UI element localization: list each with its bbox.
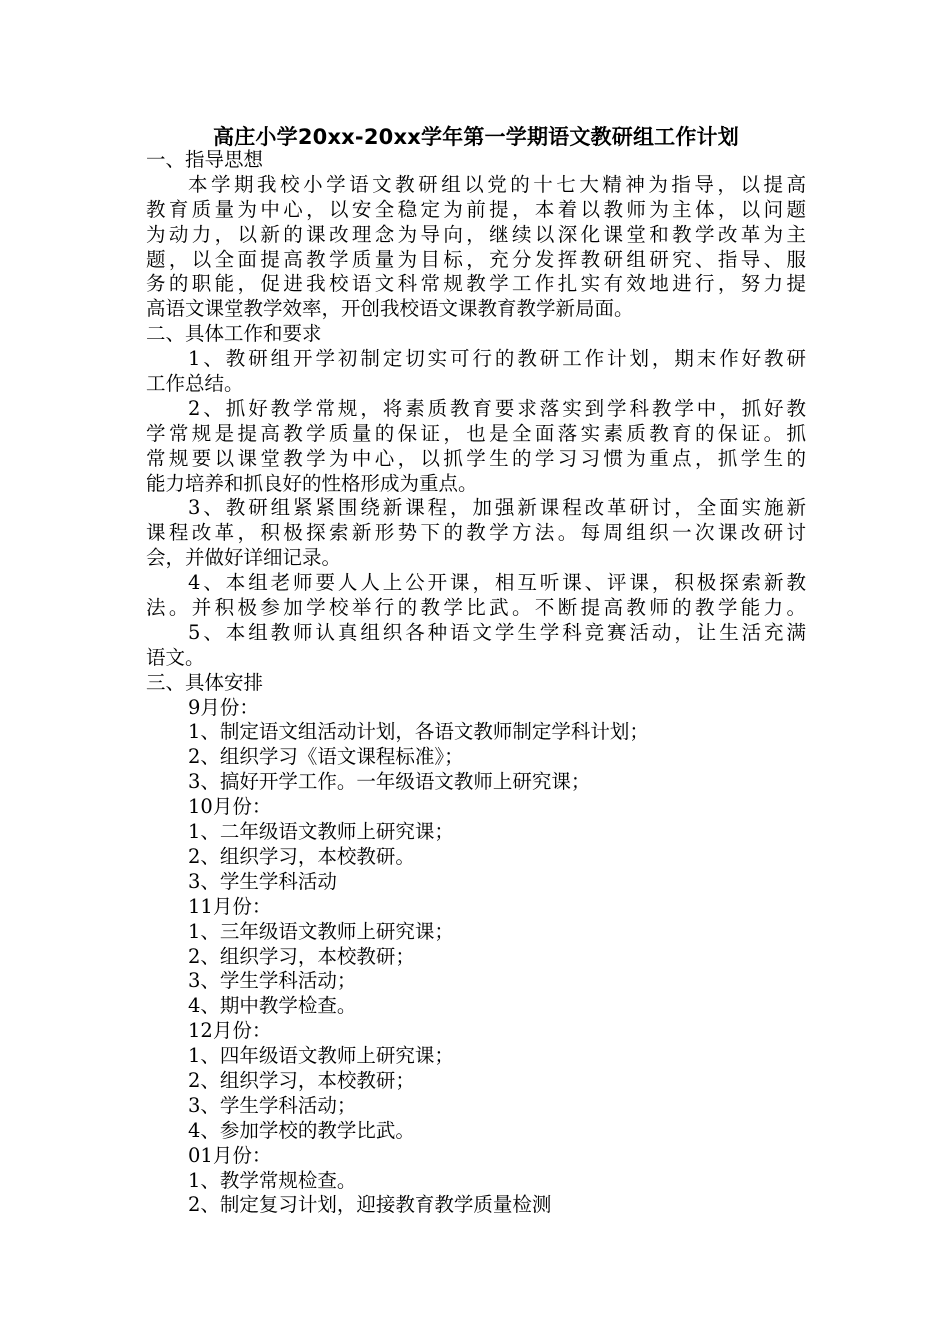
text-line: 法。并积极参加学校举行的教学比武。不断提高教师的教学能力。 <box>146 596 806 620</box>
text-line: 4、本组老师要人人上公开课，相互听课、评课，积极探索新教 <box>188 571 806 595</box>
text-line: 语文。 <box>146 645 205 669</box>
text-line: 2、抓好教学常规，将素质教育要求落实到学科教学中，抓好教 <box>188 396 806 420</box>
text-line: 3、学生学科活动； <box>188 1093 357 1117</box>
text-line: 常规要以课堂教学为中心，以抓学生的学习习惯为重点，抓学生的 <box>146 446 806 470</box>
text-line: 12月份： <box>188 1019 272 1043</box>
text-line: 本学期我校小学语文教研组以党的十七大精神为指导，以提高 <box>188 172 806 196</box>
text-line: 1、二年级语文教师上研究课； <box>188 820 454 844</box>
text-line: 二、具体工作和要求 <box>146 322 322 346</box>
text-line: 01月份： <box>188 1143 272 1167</box>
text-line: 工作总结。 <box>146 372 244 396</box>
text-line: 4、期中教学检查。 <box>188 994 357 1018</box>
text-line: 学常规是提高教学质量的保证，也是全面落实素质教育的保证。抓 <box>146 421 806 445</box>
text-line: 能力培养和抓良好的性格形成为重点。 <box>146 471 478 495</box>
text-line: 2、组织学习《语文课程标准》； <box>188 745 464 769</box>
document-body <box>146 148 806 1218</box>
text-line: 课程改革，积极探索新形势下的教学方法。每周组织一次课改研讨 <box>146 521 806 545</box>
text-line: 1、三年级语文教师上研究课； <box>188 919 454 943</box>
text-line: 1、四年级语文教师上研究课； <box>188 1044 454 1068</box>
text-line: 1、制定语文组活动计划，各语文教师制定学科计划； <box>188 720 649 744</box>
text-line: 题，以全面提高教学质量为目标，充分发挥教研组研究、指导、服 <box>146 247 806 271</box>
text-line: 高语文课堂教学效率，开创我校语文课教育教学新局面。 <box>146 297 634 321</box>
text-line: 1、教研组开学初制定切实可行的教研工作计划，期末作好教研 <box>188 347 806 371</box>
text-line: 9月份： <box>188 695 259 719</box>
text-line: 2、组织学习，本校教研。 <box>188 844 415 868</box>
text-line: 2、组织学习，本校教研； <box>188 944 415 968</box>
text-line: 教育质量为中心，以安全稳定为前提，本着以教师为主体，以问题 <box>146 197 806 221</box>
text-line: 4、参加学校的教学比武。 <box>188 1118 415 1142</box>
document-title: 高庄小学20xx-20xx学年第一学期语文教研组工作计划 <box>213 125 739 149</box>
text-line: 3、学生学科活动； <box>188 969 357 993</box>
text-line: 3、教研组紧紧围绕新课程，加强新课程改革研讨，全面实施新 <box>188 496 806 520</box>
text-line: 务的职能，促进我校语文科常规教学工作扎实有效地进行，努力提 <box>146 272 806 296</box>
text-line: 3、学生学科活动 <box>188 869 337 893</box>
text-line: 一、指导思想 <box>146 148 264 171</box>
text-line: 三、具体安排 <box>146 670 264 694</box>
text-line: 会，并做好详细记录。 <box>146 546 342 570</box>
text-line: 为动力，以新的课改理念为导向，继续以深化课堂和教学改革为主 <box>146 222 806 246</box>
text-line: 2、制定复习计划，迎接教育教学质量检测 <box>188 1193 552 1217</box>
text-line: 1、教学常规检查。 <box>188 1168 357 1192</box>
text-line: 10月份： <box>188 795 272 819</box>
text-line: 3、搞好开学工作。一年级语文教师上研究课； <box>188 770 591 794</box>
text-line: 11月份： <box>188 894 272 918</box>
text-line: 5、本组教师认真组织各种语文学生学科竞赛活动，让生活充满 <box>188 620 806 644</box>
text-line: 2、组织学习，本校教研； <box>188 1068 415 1092</box>
